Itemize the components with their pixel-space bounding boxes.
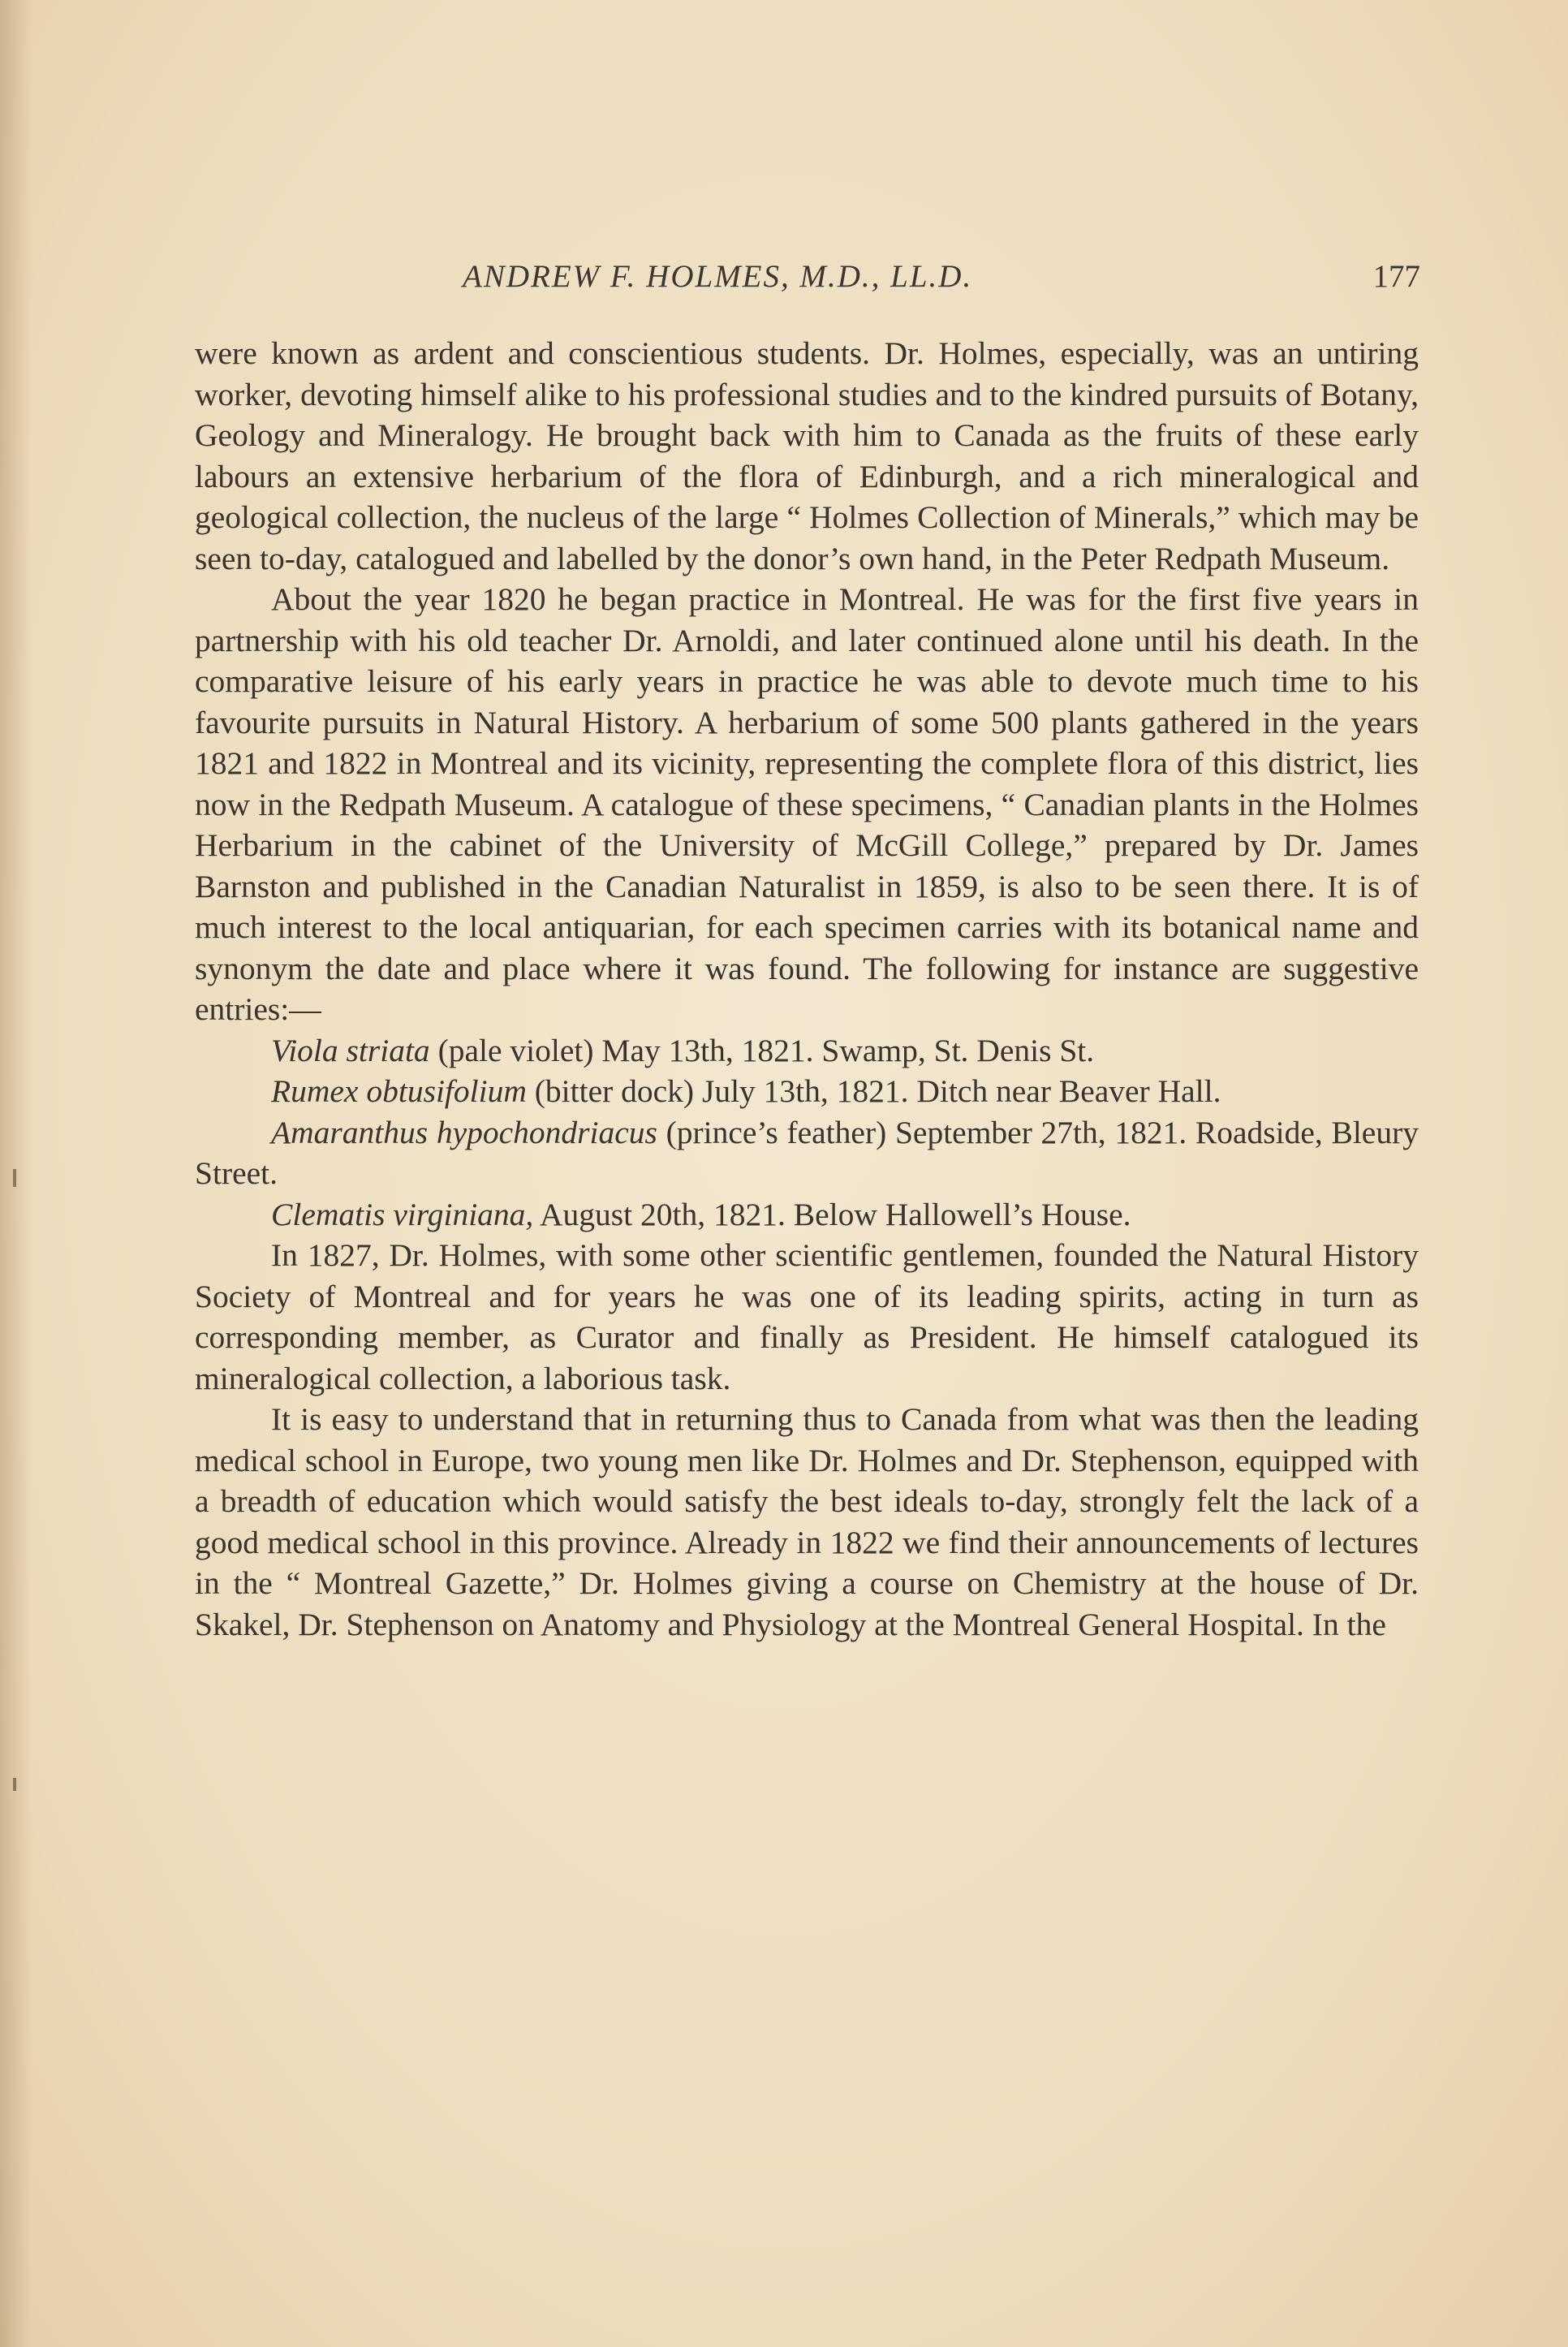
- paragraph: About the year 1820 he began practice in Montreal. He was for the first five years in partnership with his old teacher Dr. Arnoldi, and later continued alone until his death. In the comparative leisure of his early years in practice he was able to devote much time to his favourite pursuits in Natural History. A herbarium of some 500 plants gathered in the years 1821 and 1822 in Montreal and its vicinity, representing the complete flora of this district, lies now in the Redpath Museum. A catalogue of these specimens, “ Canadian plants in the Holmes Herbarium in the cabinet of the University of McGill College,” prepared by Dr. James Barnston and published in the Canadian Naturalist in 1859, is also to be seen there. It is of much interest to the local antiquarian, for each specimen carries with its botanical name and synonym the date and place where it was found. The following for instance are suggestive entries:—: [195, 581, 1419, 1027]
- margin-mark: [13, 1778, 16, 1791]
- entry-details: August 20th, 1821. Below Hallowell’s House.: [533, 1196, 1131, 1232]
- herbarium-entry: [195, 1194, 1419, 1236]
- entry-details: (bitter dock) July 13th, 1821. Ditch near Beaver Hall.: [526, 1073, 1221, 1109]
- herbarium-entry: [195, 1112, 1419, 1194]
- paragraph: In 1827, Dr. Holmes, with some other scientific gentlemen, founded the Natural History Society of Montreal and for years he was one of its leading spirits, acting in turn as corresponding member, as Curator and finally as President. He himself catalogued its mineralogical collection, a laborious task.: [195, 1237, 1419, 1396]
- herbarium-entry: [195, 1030, 1419, 1072]
- herbarium-entry: [195, 1071, 1419, 1112]
- page-number: 177: [1372, 259, 1420, 294]
- paragraph: It is easy to understand that in returning thus to Canada from what was then the leading medical school in Europe, two young men like Dr. Holmes and Dr. Stephenson, equipped with a breadth of education which would satisfy the best ideals to-day, strongly felt the lack of a good medical school in this province. Already in 1822 we find their announcements of lectures in the “ Montreal Gazette,” Dr. Holmes giving a course on Chemistry at the house of Dr. Skakel, Dr. Stephenson on Anatomy and Physiology at the Montreal General Hospital. In the: [195, 1401, 1419, 1642]
- species-name: Rumex obtusifolium: [271, 1073, 527, 1109]
- entry-details: (prince’s feather) September 27th, 1821. Roadside, Bleury Street.: [195, 1114, 1419, 1191]
- entry-details: (pale violet) May 13th, 1821. Swamp, St. Denis St.: [429, 1032, 1095, 1068]
- margin-mark: [13, 1169, 16, 1187]
- species-name: Amaranthus hypochondriacus: [271, 1114, 657, 1150]
- species-name: Clematis virginiana,: [271, 1196, 534, 1232]
- page-gutter-shadow: [0, 0, 32, 2347]
- species-name: Viola striata: [271, 1032, 430, 1068]
- paragraph: were known as ardent and conscientious students. Dr. Holmes, especially, was an untiring worker, devoting himself alike to his professional studies and to the kindred pursuits of Botany, Geology and Mineralogy. He brought back with him to Canada as the fruits of these early labours an extensive herbarium of the flora of Edinburgh, and a rich mineralogical and geological collection, the nucleus of the large “ Holmes Collection of Minerals,” which may be seen to-day, catalogued and labelled by the donor’s own hand, in the Peter Redpath Museum.: [195, 335, 1419, 576]
- running-head: ANDREW F. HOLMES, M.D., LL.D.: [463, 259, 973, 294]
- body-text: [195, 333, 1419, 1645]
